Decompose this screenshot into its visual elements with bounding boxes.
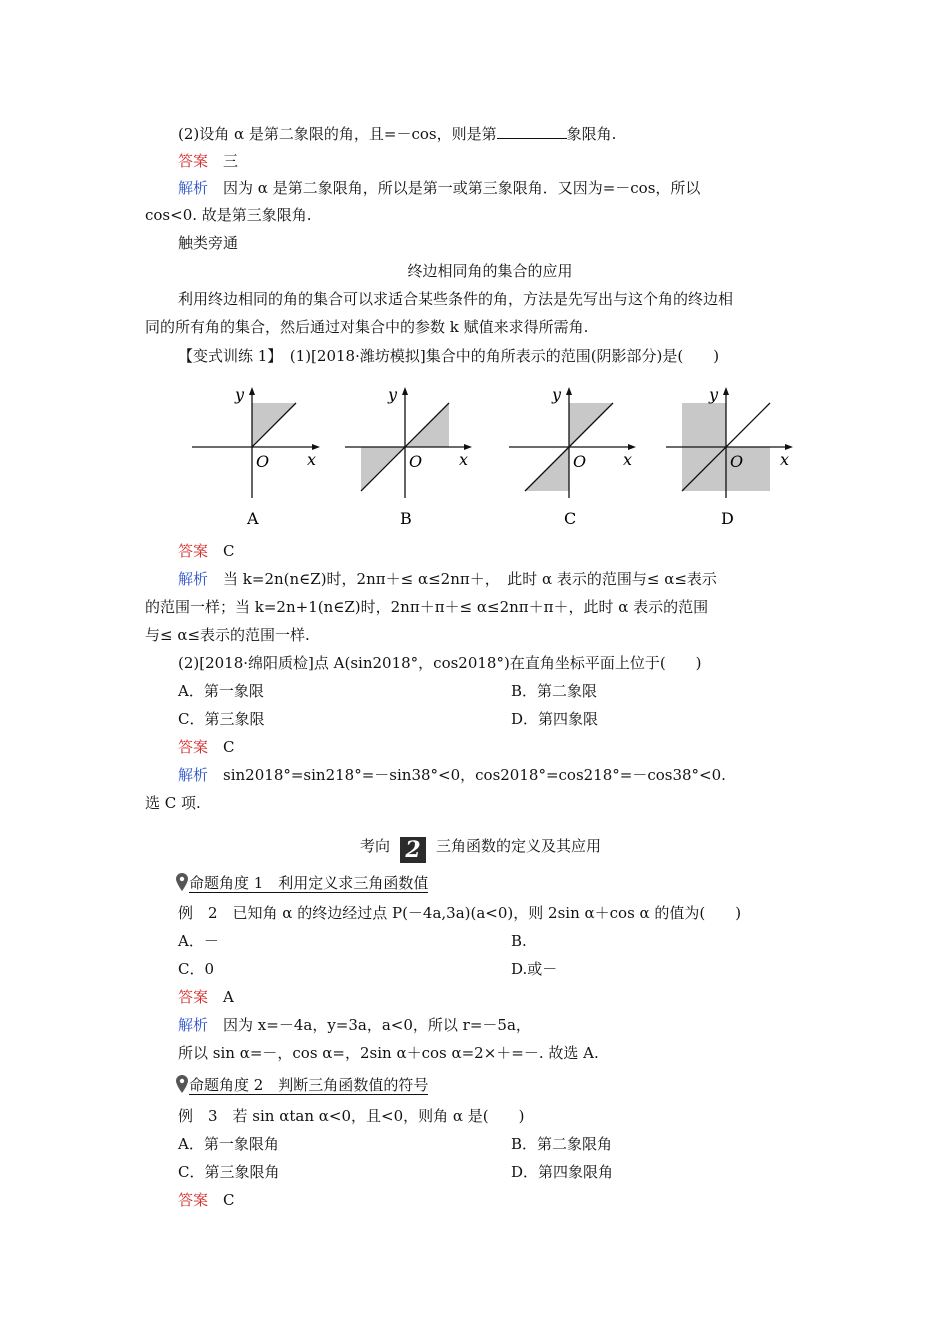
q2-analysis-1: [178, 178, 700, 198]
analysis-label: 解析: [178, 570, 209, 588]
tips-body-1: 利用终边相同的角的集合可以求适合某些条件的角，方法是先写出与这个角的终边相: [178, 290, 734, 308]
answer-value: 三: [223, 152, 239, 170]
q2-stem-b: 象限角.: [566, 125, 617, 143]
axis-label-y: y: [709, 385, 719, 404]
axis-label-x: x: [307, 450, 317, 469]
origin-label: O: [256, 452, 270, 471]
option-c: C．第三象限角: [178, 1163, 280, 1181]
axis-label-y: y: [388, 385, 398, 404]
option-b: B．第二象限角: [511, 1135, 613, 1153]
answer-value: C: [223, 738, 235, 756]
variant-header: 【变式训练 1】 (1)[2018·潍坊模拟]集合中的角所表示的范围(阴影部分)是( ): [178, 347, 720, 365]
location-pin-icon: [176, 1075, 188, 1093]
answer-label: 答案: [178, 542, 209, 560]
option-label-d: D: [721, 509, 734, 528]
ex2-analysis-2: 所以 sin α=－，cos α=，2sin α＋cos α=2×＋=－. 故选 A.: [178, 1044, 599, 1062]
axis-label-x: x: [459, 450, 469, 469]
angle2-title: 命题角度 2 判断三角函数值的符号: [189, 1076, 429, 1094]
section-heading: [360, 836, 601, 863]
option-label-b: B: [400, 509, 412, 528]
answer-label: 答案: [178, 152, 209, 170]
option-d: D.或－: [511, 960, 558, 978]
analysis-text: 因为 α 是第二象限角，所以是第一或第三象限角．又因为=－cos，所以: [223, 179, 701, 197]
origin-label: O: [573, 452, 587, 471]
axis-label-x: x: [780, 450, 790, 469]
option-c: C．第三象限: [178, 710, 265, 728]
quadrant-figure: [185, 378, 800, 533]
ex2-analysis-1: [178, 1015, 531, 1035]
q2b-stem: (2)[2018·绵阳质检]点 A(sin2018°，cos2018°)在直角坐标平面上位于( ): [178, 654, 702, 672]
location-pin-icon: [176, 873, 188, 891]
angle1-title: 命题角度 1 利用定义求三角函数值: [189, 874, 429, 892]
origin-label: O: [409, 452, 423, 471]
section-number-badge: 2: [400, 837, 426, 863]
option-d: D．第四象限: [511, 710, 599, 728]
ex3-stem: 例 3 若 sin αtan α<0，且<0，则角 α 是( ): [178, 1107, 525, 1125]
section-prefix: 考向: [360, 837, 391, 855]
answer-value: C: [223, 1191, 235, 1209]
option-label-a: A: [247, 509, 259, 528]
tips-label: 触类旁通: [178, 234, 239, 252]
analysis-label: 解析: [178, 766, 209, 784]
section-title: 三角函数的定义及其应用: [436, 837, 602, 855]
ex3-answer: [178, 1190, 235, 1210]
answer-blank: [497, 124, 567, 139]
q2b-analysis-1: [178, 765, 726, 785]
variant-analysis-2: 的范围一样；当 k=2n+1(n∈Z)时，2nπ＋π＋≤ α≤2nπ＋π＋，此时 α 表示的范围: [145, 598, 709, 616]
tips-title: 终边相同角的集合的应用: [407, 262, 573, 280]
q2-stem-a: (2)设角 α 是第二象限的角，且=－cos，则是第: [178, 125, 497, 143]
angle2-heading: [176, 1075, 428, 1095]
q2-answer: [178, 151, 238, 171]
option-a: A．第一象限: [178, 682, 264, 700]
answer-value: C: [223, 542, 235, 560]
angle1-heading: [176, 873, 428, 893]
q2-stem: [178, 124, 616, 144]
option-a: A．－: [178, 932, 219, 950]
figure-panel-a: [192, 385, 320, 528]
option-label-c: C: [564, 509, 577, 528]
figure-panel-c: [509, 385, 636, 528]
analysis-text: 因为 x=－4a，y=3a，a<0，所以 r=－5a，: [223, 1016, 531, 1034]
analysis-text: 当 k=2n(n∈Z)时，2nπ＋≤ α≤2nπ＋， 此时 α 表示的范围与≤ α≤表示: [223, 570, 717, 588]
analysis-label: 解析: [178, 1016, 209, 1034]
option-b: B.: [511, 932, 527, 950]
variant-analysis-1: [178, 569, 717, 589]
analysis-label: 解析: [178, 179, 209, 197]
variant-analysis-3: 与≤ α≤表示的范围一样.: [145, 626, 310, 644]
tips-body-2: 同的所有角的集合，然后通过对集合中的参数 k 赋值来求得所需角.: [145, 318, 589, 336]
option-c: C．0: [178, 960, 215, 978]
variant-answer: [178, 541, 235, 561]
q2-analysis-2: cos<0. 故是第三象限角.: [145, 206, 312, 224]
ex2-stem: 例 2 已知角 α 的终边经过点 P(－4a,3a)(a<0)，则 2sin α＋cos α 的值为( ): [178, 904, 742, 922]
answer-label: 答案: [178, 988, 209, 1006]
figure-panel-b: [345, 385, 472, 528]
axis-label-y: y: [552, 385, 562, 404]
axis-label-x: x: [623, 450, 633, 469]
axis-label-y: y: [235, 385, 245, 404]
origin-label: O: [730, 452, 744, 471]
ex2-answer: [178, 987, 234, 1007]
figure-panel-d: [666, 385, 793, 528]
option-d: D．第四象限角: [511, 1163, 614, 1181]
q2b-analysis-2: 选 C 项.: [145, 794, 201, 812]
option-a: A．第一象限角: [178, 1135, 279, 1153]
answer-value: A: [223, 988, 234, 1006]
answer-label: 答案: [178, 738, 209, 756]
answer-label: 答案: [178, 1191, 209, 1209]
q2b-answer: [178, 737, 235, 757]
analysis-text: sin2018°=sin218°=－sin38°<0，cos2018°=cos218°=－cos38°<0.: [223, 766, 726, 784]
option-b: B．第二象限: [511, 682, 598, 700]
